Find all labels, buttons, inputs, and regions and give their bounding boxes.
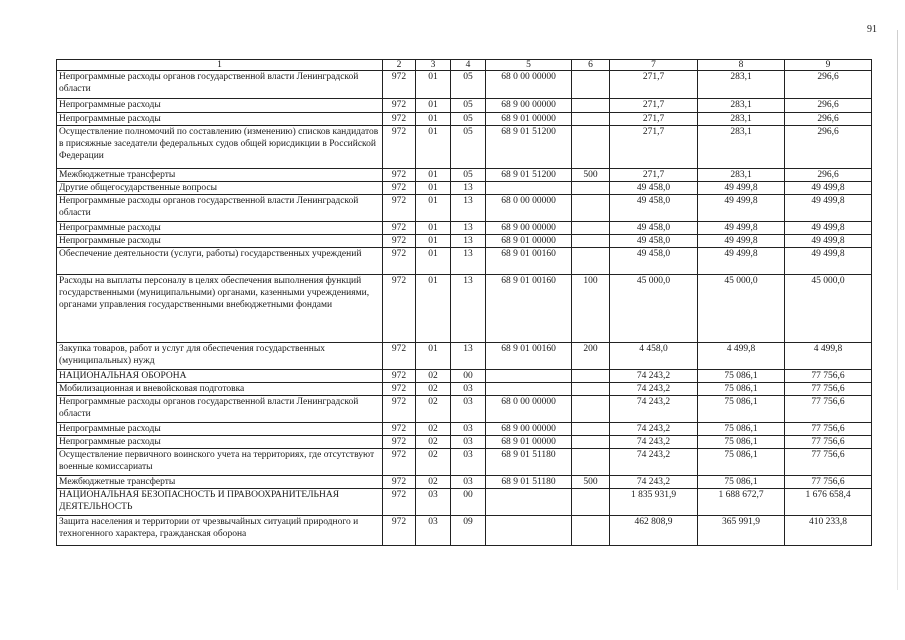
row-name: Непрограммные расходы органов государственной власти Ленинградской области	[57, 71, 383, 99]
code-expense-type	[572, 113, 610, 126]
code-admin: 972	[383, 235, 416, 248]
table-row	[57, 516, 872, 546]
table-row	[57, 71, 872, 99]
row-name: Непрограммные расходы органов государственной власти Ленинградской области	[57, 195, 383, 222]
table-row	[57, 275, 872, 343]
amount-col7: 74 243,2	[610, 370, 698, 383]
row-name: Непрограммные расходы органов государственной власти Ленинградской области	[57, 396, 383, 423]
amount-col7: 271,7	[610, 126, 698, 169]
code-target: 68 9 01 00000	[486, 436, 572, 449]
code-admin: 972	[383, 449, 416, 476]
code-section: 01	[416, 126, 451, 169]
code-section: 02	[416, 436, 451, 449]
code-admin: 972	[383, 126, 416, 169]
amount-col9: 4 499,8	[785, 343, 872, 370]
code-target: 68 9 01 00000	[486, 235, 572, 248]
code-expense-type	[572, 126, 610, 169]
code-subsection: 13	[451, 195, 486, 222]
amount-col8: 49 499,8	[698, 248, 785, 275]
table-row	[57, 370, 872, 383]
code-expense-type	[572, 195, 610, 222]
amount-col8: 75 086,1	[698, 476, 785, 489]
amount-col9: 296,6	[785, 71, 872, 99]
code-section: 02	[416, 449, 451, 476]
amount-col7: 74 243,2	[610, 436, 698, 449]
amount-col9: 77 756,6	[785, 449, 872, 476]
row-name: Обеспечение деятельности (услуги, работы) государственных учреждений	[57, 248, 383, 275]
code-subsection: 00	[451, 370, 486, 383]
amount-col7: 462 808,9	[610, 516, 698, 546]
code-expense-type	[572, 449, 610, 476]
amount-col7: 74 243,2	[610, 449, 698, 476]
amount-col8: 75 086,1	[698, 436, 785, 449]
code-section: 02	[416, 370, 451, 383]
row-name: Закупка товаров, работ и услуг для обеспечения государственных (муниципальных) нужд	[57, 343, 383, 370]
amount-col7: 49 458,0	[610, 182, 698, 195]
amount-col7: 271,7	[610, 71, 698, 99]
code-section: 01	[416, 169, 451, 182]
code-subsection: 03	[451, 436, 486, 449]
row-name: Непрограммные расходы	[57, 423, 383, 436]
code-subsection: 13	[451, 235, 486, 248]
table-row	[57, 476, 872, 489]
code-subsection: 13	[451, 248, 486, 275]
code-subsection: 13	[451, 222, 486, 235]
amount-col9: 410 233,8	[785, 516, 872, 546]
row-name: Осуществление полномочий по составлению (изменению) списков кандидатов в присяжные заседатели федеральных судов общей юрисдикции в Российской Федерации	[57, 126, 383, 169]
row-name: Межбюджетные трансферты	[57, 476, 383, 489]
header-cell: 3	[416, 60, 451, 71]
code-admin: 972	[383, 476, 416, 489]
code-expense-type: 100	[572, 275, 610, 343]
page-number: 91	[867, 24, 877, 35]
amount-col8: 49 499,8	[698, 195, 785, 222]
code-target: 68 9 01 51180	[486, 476, 572, 489]
code-section: 01	[416, 275, 451, 343]
table-row	[57, 182, 872, 195]
amount-col8: 75 086,1	[698, 370, 785, 383]
code-target: 68 9 01 51200	[486, 169, 572, 182]
amount-col9: 1 676 658,4	[785, 489, 872, 516]
row-name: Непрограммные расходы	[57, 113, 383, 126]
code-target	[486, 489, 572, 516]
row-name: Межбюджетные трансферты	[57, 169, 383, 182]
code-section: 01	[416, 222, 451, 235]
code-target: 68 9 00 00000	[486, 423, 572, 436]
amount-col8: 49 499,8	[698, 182, 785, 195]
amount-col8: 75 086,1	[698, 383, 785, 396]
code-subsection: 05	[451, 71, 486, 99]
code-expense-type: 500	[572, 169, 610, 182]
code-target	[486, 383, 572, 396]
code-expense-type	[572, 248, 610, 275]
header-cell: 2	[383, 60, 416, 71]
code-expense-type	[572, 423, 610, 436]
code-section: 01	[416, 182, 451, 195]
code-target	[486, 182, 572, 195]
row-name: Другие общегосударственные вопросы	[57, 182, 383, 195]
amount-col8: 75 086,1	[698, 449, 785, 476]
code-admin: 972	[383, 516, 416, 546]
code-section: 03	[416, 516, 451, 546]
code-expense-type	[572, 222, 610, 235]
amount-col9: 77 756,6	[785, 383, 872, 396]
header-cell: 7	[610, 60, 698, 71]
code-subsection: 05	[451, 169, 486, 182]
amount-col8: 49 499,8	[698, 235, 785, 248]
amount-col7: 45 000,0	[610, 275, 698, 343]
amount-col8: 283,1	[698, 169, 785, 182]
code-subsection: 09	[451, 516, 486, 546]
code-subsection: 13	[451, 182, 486, 195]
amount-col7: 49 458,0	[610, 195, 698, 222]
amount-col9: 49 499,8	[785, 248, 872, 275]
amount-col7: 74 243,2	[610, 396, 698, 423]
amount-col8: 283,1	[698, 126, 785, 169]
row-name: Защита населения и территории от чрезвычайных ситуаций природного и техногенного характера, гражданская оборона	[57, 516, 383, 546]
amount-col9: 296,6	[785, 99, 872, 113]
amount-col7: 74 243,2	[610, 423, 698, 436]
code-section: 01	[416, 99, 451, 113]
code-admin: 972	[383, 222, 416, 235]
row-name: Расходы на выплаты персоналу в целях обеспечения выполнения функций государственными (муниципальными) органами, казенными учреждениями, органами управления государственными внебюджетными фондами	[57, 275, 383, 343]
table-row	[57, 99, 872, 113]
code-admin: 972	[383, 275, 416, 343]
code-admin: 972	[383, 169, 416, 182]
code-expense-type	[572, 436, 610, 449]
budget-table	[56, 59, 872, 546]
code-subsection: 05	[451, 113, 486, 126]
amount-col7: 271,7	[610, 169, 698, 182]
table-row	[57, 235, 872, 248]
code-section: 02	[416, 396, 451, 423]
header-cell: 6	[572, 60, 610, 71]
amount-col9: 77 756,6	[785, 436, 872, 449]
amount-col9: 49 499,8	[785, 235, 872, 248]
row-name: Непрограммные расходы	[57, 235, 383, 248]
row-name: НАЦИОНАЛЬНАЯ ОБОРОНА	[57, 370, 383, 383]
table-row	[57, 436, 872, 449]
header-cell: 8	[698, 60, 785, 71]
table-row	[57, 248, 872, 275]
table-row	[57, 489, 872, 516]
code-section: 01	[416, 343, 451, 370]
table-row	[57, 396, 872, 423]
table-row	[57, 449, 872, 476]
row-name: Непрограммные расходы	[57, 222, 383, 235]
code-target: 68 0 00 00000	[486, 396, 572, 423]
amount-col9: 296,6	[785, 126, 872, 169]
row-name: Осуществление первичного воинского учета на территориях, где отсутствуют военные комиссариаты	[57, 449, 383, 476]
amount-col7: 271,7	[610, 99, 698, 113]
header-row	[57, 60, 872, 71]
amount-col8: 75 086,1	[698, 423, 785, 436]
code-target: 68 9 01 00160	[486, 275, 572, 343]
code-admin: 972	[383, 113, 416, 126]
row-name: НАЦИОНАЛЬНАЯ БЕЗОПАСНОСТЬ И ПРАВООХРАНИТЕЛЬНАЯ ДЕЯТЕЛЬНОСТЬ	[57, 489, 383, 516]
header-cell: 1	[57, 60, 383, 71]
scan-edge	[897, 30, 898, 590]
code-subsection: 05	[451, 99, 486, 113]
table-row	[57, 343, 872, 370]
amount-col7: 271,7	[610, 113, 698, 126]
header-cell: 5	[486, 60, 572, 71]
header-cell: 9	[785, 60, 872, 71]
amount-col9: 49 499,8	[785, 222, 872, 235]
amount-col9: 45 000,0	[785, 275, 872, 343]
amount-col8: 49 499,8	[698, 222, 785, 235]
code-expense-type: 200	[572, 343, 610, 370]
header-cell: 4	[451, 60, 486, 71]
code-target	[486, 370, 572, 383]
amount-col7: 49 458,0	[610, 222, 698, 235]
code-subsection: 13	[451, 275, 486, 343]
code-admin: 972	[383, 195, 416, 222]
code-subsection: 03	[451, 423, 486, 436]
row-name: Непрограммные расходы	[57, 99, 383, 113]
code-subsection: 03	[451, 449, 486, 476]
code-admin: 972	[383, 182, 416, 195]
code-admin: 972	[383, 71, 416, 99]
code-expense-type	[572, 370, 610, 383]
code-target: 68 9 00 00000	[486, 99, 572, 113]
amount-col9: 296,6	[785, 169, 872, 182]
code-expense-type	[572, 182, 610, 195]
amount-col7: 1 835 931,9	[610, 489, 698, 516]
code-admin: 972	[383, 436, 416, 449]
table-row	[57, 126, 872, 169]
code-admin: 972	[383, 383, 416, 396]
table-row	[57, 169, 872, 182]
amount-col8: 45 000,0	[698, 275, 785, 343]
amount-col9: 77 756,6	[785, 423, 872, 436]
amount-col8: 283,1	[698, 71, 785, 99]
code-section: 01	[416, 195, 451, 222]
code-section: 03	[416, 489, 451, 516]
amount-col9: 77 756,6	[785, 396, 872, 423]
code-target: 68 9 00 00000	[486, 222, 572, 235]
table-row	[57, 423, 872, 436]
row-name: Мобилизационная и вневойсковая подготовка	[57, 383, 383, 396]
row-name: Непрограммные расходы	[57, 436, 383, 449]
code-target: 68 9 01 00000	[486, 113, 572, 126]
table-row	[57, 222, 872, 235]
amount-col7: 49 458,0	[610, 235, 698, 248]
amount-col9: 49 499,8	[785, 195, 872, 222]
code-admin: 972	[383, 248, 416, 275]
code-subsection: 03	[451, 396, 486, 423]
code-target: 68 9 01 00160	[486, 248, 572, 275]
code-subsection: 03	[451, 476, 486, 489]
code-target	[486, 516, 572, 546]
code-expense-type	[572, 99, 610, 113]
amount-col7: 74 243,2	[610, 476, 698, 489]
code-expense-type	[572, 396, 610, 423]
code-admin: 972	[383, 396, 416, 423]
code-subsection: 13	[451, 343, 486, 370]
code-section: 02	[416, 476, 451, 489]
table-row	[57, 195, 872, 222]
amount-col9: 296,6	[785, 113, 872, 126]
amount-col9: 49 499,8	[785, 182, 872, 195]
code-section: 01	[416, 235, 451, 248]
code-section: 01	[416, 248, 451, 275]
table-row	[57, 383, 872, 396]
code-expense-type	[572, 235, 610, 248]
code-admin: 972	[383, 99, 416, 113]
code-expense-type: 500	[572, 476, 610, 489]
code-target: 68 9 01 51200	[486, 126, 572, 169]
code-expense-type	[572, 516, 610, 546]
amount-col7: 4 458,0	[610, 343, 698, 370]
code-section: 01	[416, 71, 451, 99]
code-admin: 972	[383, 343, 416, 370]
code-section: 01	[416, 113, 451, 126]
amount-col8: 75 086,1	[698, 396, 785, 423]
amount-col7: 74 243,2	[610, 383, 698, 396]
code-subsection: 03	[451, 383, 486, 396]
amount-col8: 365 991,9	[698, 516, 785, 546]
code-expense-type	[572, 489, 610, 516]
table-row	[57, 113, 872, 126]
code-section: 02	[416, 383, 451, 396]
amount-col8: 4 499,8	[698, 343, 785, 370]
amount-col8: 1 688 672,7	[698, 489, 785, 516]
code-admin: 972	[383, 423, 416, 436]
code-admin: 972	[383, 489, 416, 516]
amount-col8: 283,1	[698, 113, 785, 126]
amount-col9: 77 756,6	[785, 370, 872, 383]
code-subsection: 00	[451, 489, 486, 516]
code-admin: 972	[383, 370, 416, 383]
code-subsection: 05	[451, 126, 486, 169]
code-target: 68 9 01 51180	[486, 449, 572, 476]
code-target: 68 0 00 00000	[486, 195, 572, 222]
amount-col7: 49 458,0	[610, 248, 698, 275]
code-target: 68 0 00 00000	[486, 71, 572, 99]
code-section: 02	[416, 423, 451, 436]
code-target: 68 9 01 00160	[486, 343, 572, 370]
amount-col9: 77 756,6	[785, 476, 872, 489]
code-expense-type	[572, 71, 610, 99]
code-expense-type	[572, 383, 610, 396]
amount-col8: 283,1	[698, 99, 785, 113]
